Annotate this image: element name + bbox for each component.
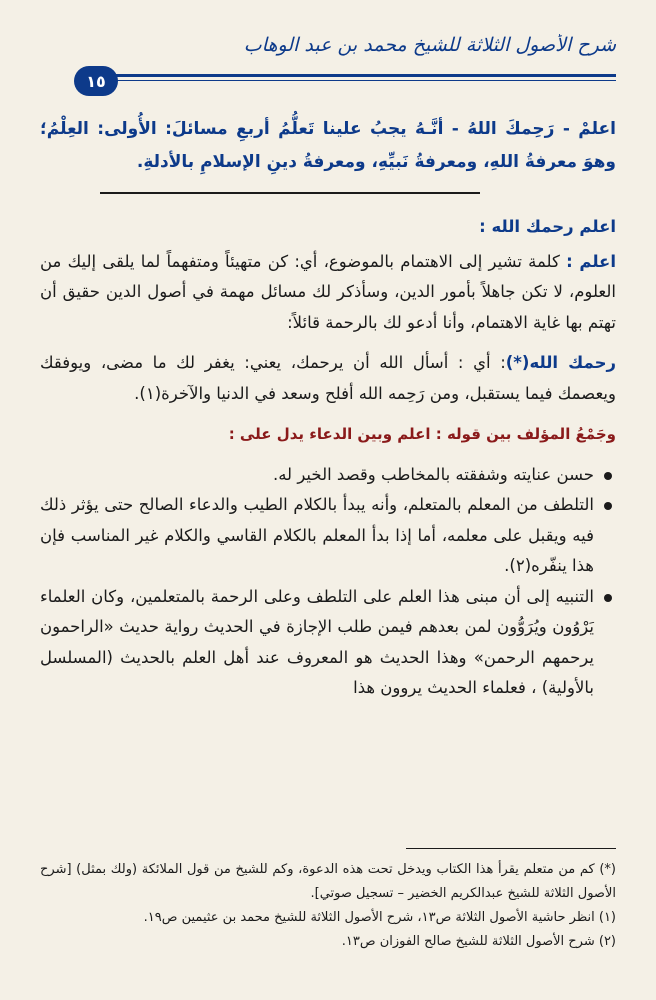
matn-text: اعلمْ - رَحِمكَ اللهُ - أنَّـهُ يجبُ علينا تَعلُّمُ أربعِ مسائلَ: الأُولى: العِلْمُ؛ وهوَ معرفةُ اللهِ، ومعرفةُ نَبيِّهِ، ومعرفةُ دينِ الإسلامِ بالأدلةِ. — [40, 119, 616, 172]
bullet-list — [40, 460, 616, 704]
paragraph-2 — [40, 348, 616, 409]
commentary — [40, 206, 616, 704]
list-item: التنبيه إلى أن مبنى هذا العلم على التلطف وعلى الرحمة بالمتعلمين، وكان العلماء يَرْوُون ويُرَوُّون لمن بعدهم فيمن طلب الإجازة في الحديث رواية حديث «الراحمون يرحمهم الرحمن» وهذا الحديث هو المعروف عند أهل العلم بالحديث (المسلسل بالأولية) ، فعلماء الحديث يروون هذا — [40, 582, 616, 704]
footnotes — [40, 858, 616, 954]
page-header — [40, 34, 616, 98]
footnote: (١) انظر حاشية الأصول الثلاثة ص١٣، شرح الأصول الثلاثة للشيخ محمد بن عثيمين ص١٩. — [143, 910, 616, 925]
footnote: (*) كم من متعلم يقرأ هذا الكتاب ويدخل تحت هذه الدعوة، وكم للشيخ من قول الملائكة (ولك بمثل) [شرح الأصول الثلاثة للشيخ عبدالكريم الخضير – تسجيل صوتي]. — [40, 862, 616, 901]
paragraph-text: كلمة تشير إلى الاهتمام بالموضوع، أي: كن متهيئاً ومتفهماً لما يلقى إليك من العلوم، لا تكن جاهلاً بأمور الدين، وسأذكر لك مسائل مهمة في أصول الدين حقيق أن تهتم بها غاية الاهتمام، وأنا أدعو لك بالرحمة قائلاً: — [40, 251, 616, 332]
footnote: (٢) شرح الأصول الثلاثة للشيخ صالح الفوزان ص١٣. — [341, 934, 616, 949]
paragraph-1 — [40, 247, 616, 339]
page-number-badge: ١٥ — [74, 66, 118, 96]
keyword: رحمك الله(*) — [505, 353, 616, 372]
running-title: شرح الأصول الثلاثة للشيخ محمد بن عبد الوهاب — [243, 34, 616, 56]
matn-separator — [100, 192, 480, 194]
intro-line: وجَمْعُ المؤلف بين قوله : اعلم وبين الدعاء يدل على : — [228, 425, 616, 443]
header-rule-thin — [100, 80, 616, 81]
section-heading: اعلم رحمك الله : — [479, 217, 616, 236]
paragraph-text: : أي : أسأل الله أن يرحمك، يعني: يغفر لك ما مضى، ويوفقك ويعصمك فيما يستقبل، ومن رَحِمه الله أفلح وسعد في الدنيا والآخرة(١). — [40, 353, 616, 403]
header-rule — [100, 74, 616, 77]
keyword: اعلم : — [566, 251, 616, 271]
list-item: حسن عنايته وشفقته بالمخاطب وقصد الخير له. — [40, 460, 616, 491]
list-item: التلطف من المعلم بالمتعلم، وأنه يبدأ بالكلام الطيب والدعاء الصالح حتى يؤثر ذلك فيه ويقبل على معلمه، أما إذا بدأ المعلم بالكلام القاسي والكلام غير المناسب فإن هذا ينفّره(٢). — [40, 490, 616, 582]
footnote-rule — [406, 848, 616, 849]
